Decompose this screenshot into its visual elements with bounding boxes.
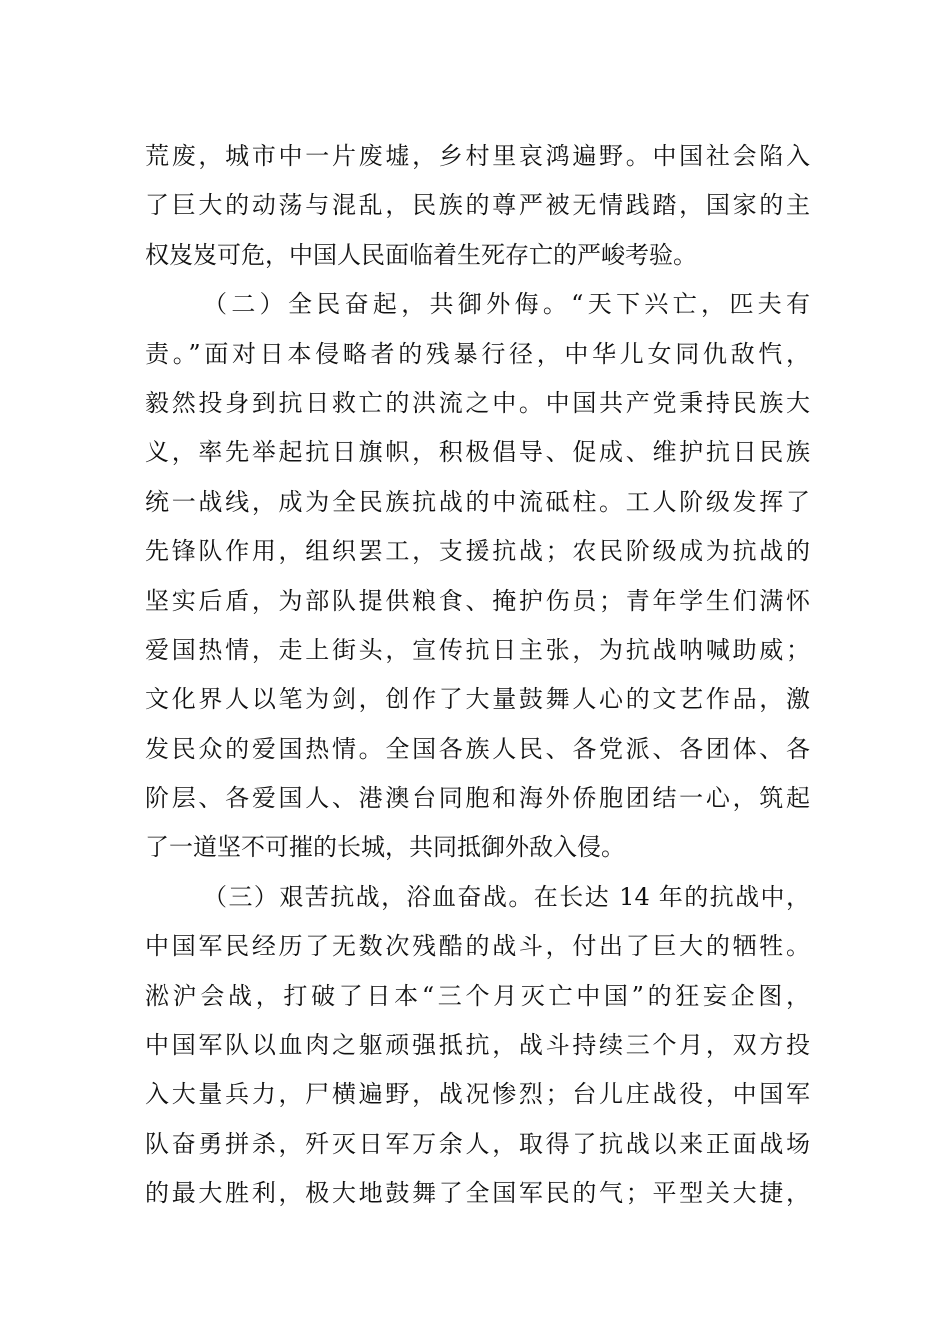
text-line: 的最大胜利，极大地鼓舞了全国军民的气；平型关大捷， bbox=[145, 1179, 810, 1208]
text-line: 了一道坚不可摧的长城，共同抵御外敌入侵。 bbox=[145, 833, 625, 862]
text-line: 文化界人以笔为剑，创作了大量鼓舞人心的文艺作品，激 bbox=[145, 685, 810, 714]
section-heading-line: （二）全民奋起，共御外侮。“天下兴亡，匹夫有 bbox=[203, 290, 810, 319]
text-line: 荒废，城市中一片废墟，乡村里哀鸿遍野。中国社会陷入 bbox=[145, 142, 810, 170]
text-line: 了巨大的动荡与混乱，民族的尊严被无情践踏，国家的主 bbox=[145, 191, 810, 220]
text-line: 爱国热情，走上街头，宣传抗日主张，为抗战呐喊助威； bbox=[145, 635, 810, 664]
text-line: 中国军队以血肉之躯顽强抵抗，战斗持续三个月，双方投 bbox=[145, 1031, 810, 1060]
text-line: 阶层、各爱国人、港澳台同胞和海外侨胞团结一心，筑起 bbox=[145, 784, 810, 813]
text-line: 坚实后盾，为部队提供粮食、掩护伤员；青年学生们满怀 bbox=[145, 586, 810, 615]
document-body bbox=[145, 132, 810, 1219]
text-line: 毅然投身到抗日救亡的洪流之中。中国共产党秉持民族大 bbox=[145, 388, 810, 417]
text-line: 义，率先举起抗日旗帜，积极倡导、促成、维护抗日民族 bbox=[145, 438, 810, 467]
text-line: 入大量兵力，尸横遍野，战况惨烈；台儿庄战役，中国军 bbox=[145, 1080, 810, 1109]
text-line: 中国军民经历了无数次残酷的战斗，付出了巨大的牺牲。 bbox=[145, 932, 810, 961]
text-line: 责。”面对日本侵略者的残暴行径，中华儿女同仇敌忾， bbox=[145, 339, 810, 368]
text-line: 发民众的爱国热情。全国各族人民、各党派、各团体、各 bbox=[145, 734, 810, 763]
text-line: 淞沪会战，打破了日本“三个月灭亡中国”的狂妄企图， bbox=[145, 981, 810, 1010]
section-heading-line: （三）艰苦抗战，浴血奋战。在长达 14 年的抗战中， bbox=[203, 882, 810, 911]
text-line: 先锋队作用，组织罢工，支援抗战；农民阶级成为抗战的 bbox=[145, 537, 810, 566]
text-line: 统一战线，成为全民族抗战的中流砥柱。工人阶级发挥了 bbox=[145, 487, 810, 516]
text-line: 队奋勇拼杀，歼灭日军万余人，取得了抗战以来正面战场 bbox=[145, 1129, 810, 1158]
text-line: 权岌岌可危，中国人民面临着生死存亡的严峻考验。 bbox=[145, 240, 697, 269]
